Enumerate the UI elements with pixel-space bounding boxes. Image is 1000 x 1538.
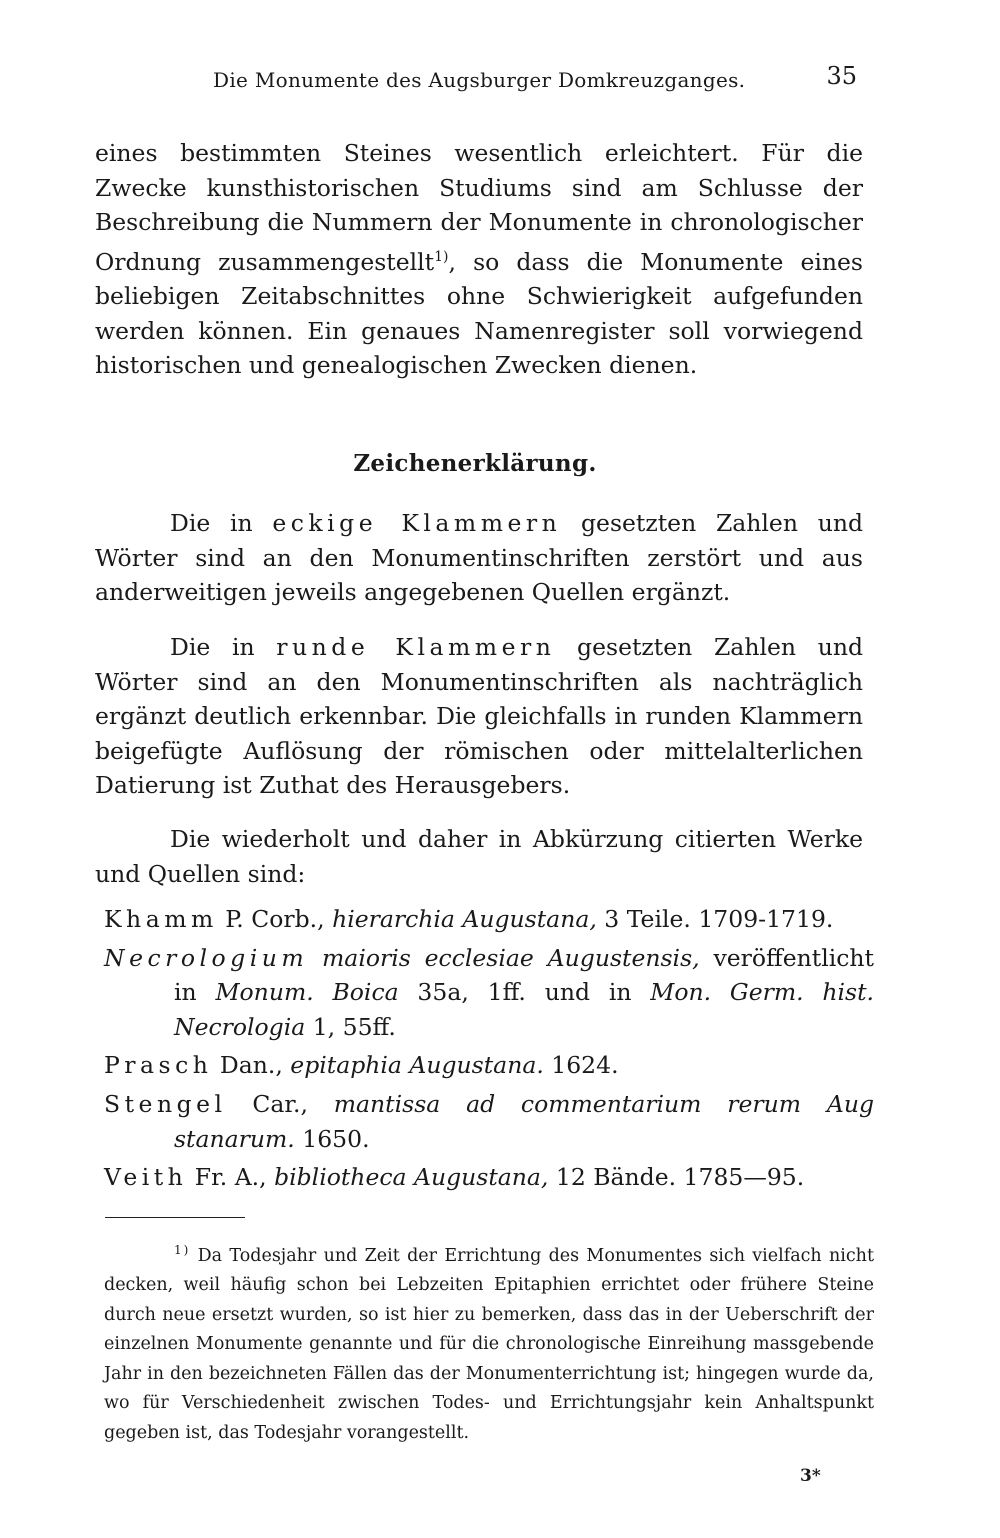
ref1-details: 3 Teile. 1709-1719.	[596, 905, 834, 933]
ref3-title: epitaphia Augustana.	[290, 1051, 544, 1080]
ref2-text2: 35a, 1ff. und in	[398, 978, 651, 1007]
ref4-details: 1650.	[294, 1124, 370, 1153]
ref5-author: Veith	[104, 1163, 188, 1192]
sources-intro-paragraph	[95, 822, 863, 891]
footnote	[104, 1236, 874, 1448]
ref1-name: P. Corb.,	[217, 905, 333, 933]
footnote-reference: 1)	[434, 248, 449, 265]
legend2-spaced-term: runde Klammern	[276, 633, 556, 661]
ref5-title: bibliotheca Augustana,	[274, 1163, 549, 1192]
ref2-text3: 1, 55ff.	[305, 1012, 396, 1041]
legend1-lead: Die in	[170, 509, 273, 537]
legend1-spaced-term: eckige Klammern	[272, 509, 562, 537]
legend-paragraph-square-brackets	[95, 506, 863, 610]
footnote-text: Da Todesjahr und Zeit der Errichtung des Monumentes sich vielfach nicht decken, weil häufig schon bei Lebzeiten Epitaphien errichtet oder frühere Steine durch neue ersetzt wurden, so ist hier zu bemerken, dass das in der Ueberschrift der einzelnen Monumente genannte und für die chronologische Einreihung massgebende Jahr in den bezeichneten Fällen das der Monumenterrichtung ist; hingegen wurde da, wo für Verschiedenheit zwischen Todes- und Errichtungsjahr kein Anhaltspunkt gegeben ist, das Todesjahr vorangestellt.	[104, 1245, 874, 1443]
running-title: Die Monumente des Augsburger Domkreuzganges.	[213, 68, 746, 92]
reference-item	[104, 941, 874, 1045]
reference-list	[104, 902, 874, 1199]
ref3-details: 1624.	[543, 1051, 619, 1080]
ref1-author: Khamm	[104, 905, 218, 933]
ref1-title: hierarchia Augustana,	[332, 905, 597, 933]
reference-item	[104, 1048, 874, 1083]
reference-item	[104, 1087, 874, 1156]
reference-item	[104, 902, 874, 937]
page-number: 35	[826, 62, 857, 90]
ref3-name: Dan.,	[212, 1051, 291, 1080]
legend2-rest: gesetzten Zahlen und Wörter sind an den Monumentinschriften als nachträglich ergänzt deutlich erkennbar. Die gleichfalls in runden Klammern beigefügte Auflösung der römischen oder mittelalterlichen Datierung ist Zuthat des Herausgebers.	[95, 633, 864, 800]
ref2-source1: Monum. Boica	[215, 978, 399, 1007]
ref4-author: Stengel	[104, 1089, 227, 1118]
ref5-name: Fr. A.,	[187, 1163, 275, 1192]
ref2-source2: Mon. Germ. hist. Necrologia	[174, 978, 875, 1041]
ref5-details: 12 Bände. 1785—95.	[548, 1163, 805, 1192]
ref4-title: mantissa ad commentarium rerum Aug stanarum.	[174, 1089, 874, 1153]
intro-text-continued: , so dass die Monumente eines beliebigen Zeitabschnittes ohne Schwierigkeit aufgefunden werden können. Ein genaues Namenregister soll vorwiegend historischen und genealogischen Zwecken dienen.	[95, 247, 863, 380]
legend2-lead: Die in	[170, 633, 277, 661]
section-heading: Zeichenerklärung.	[353, 450, 597, 477]
ref4-name: Car.,	[226, 1089, 334, 1118]
reference-item	[104, 1160, 874, 1195]
legend-paragraph-round-brackets	[95, 630, 863, 803]
ref2-title-rest: maioris ecclesiae Augustensis,	[308, 943, 700, 972]
intro-text: eines bestimmten Steines wesentlich erleichtert. Für die Zwecke kunsthistorischen Studiums sind am Schlusse der Beschreibung die Nummern der Monumente in chronologischer Ordnung zusammengestellt	[95, 139, 863, 276]
intro-paragraph	[95, 136, 863, 383]
footnote-marker: 1)	[174, 1243, 191, 1257]
footnote-divider	[105, 1217, 245, 1218]
ref3-author: Prasch	[104, 1051, 213, 1080]
page-header	[95, 62, 865, 96]
ref2-text1: veröffentlicht in	[174, 943, 874, 1007]
signature-mark: 3*	[800, 1466, 821, 1486]
ref2-title-spaced: Necrologium	[104, 943, 309, 972]
sources-intro-text: Die wiederholt und daher in Abkürzung citierten Werke und Quellen sind:	[95, 825, 863, 888]
legend1-rest: gesetzten Zahlen und Wörter sind an den Monumentinschriften zerstört und aus anderweitigen jeweils angegebenen Quellen ergänzt.	[95, 509, 864, 607]
